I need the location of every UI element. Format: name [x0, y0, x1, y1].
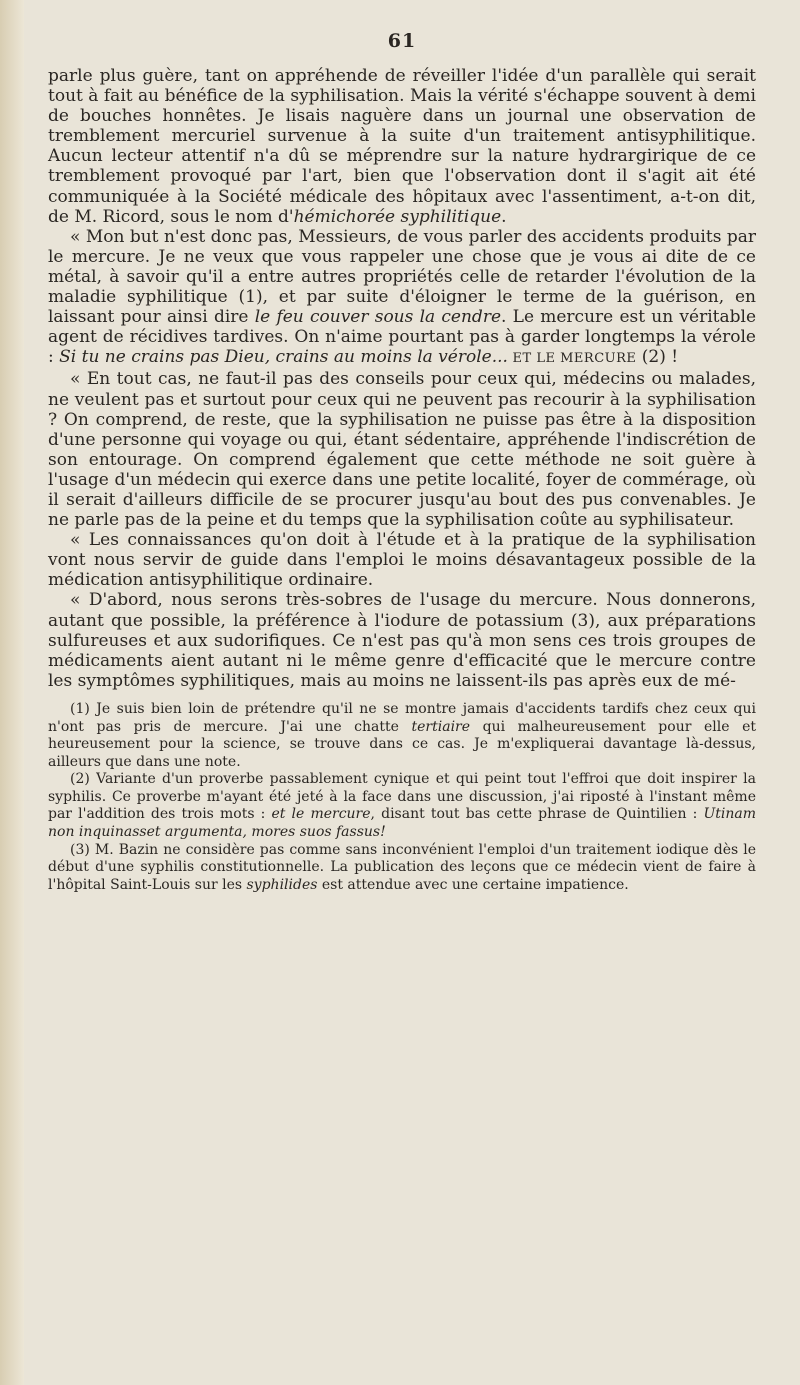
footnote-ref: (2) ! [636, 347, 679, 368]
footnotes [48, 701, 756, 895]
italic-term: tertiaire [411, 718, 471, 735]
footnote-1 [48, 701, 756, 771]
text-run: est attendue avec une certaine impatience. [317, 876, 629, 893]
text-run: . Le mercure est un véritable agent de récidives tardives. On n'aime pourtant pas à garder longtemps la vérole : [48, 307, 757, 368]
footnote-2 [48, 771, 756, 841]
italic-term: hémichorée syphilitique [293, 206, 502, 227]
book-page [48, 30, 756, 894]
page-number: 61 [387, 30, 417, 52]
text-run: qui malheureusement pour elle et heureusement pour la science, se trouve dans ce cas. Je m'expliquerai davantage là-dessus, ailleurs que dans une note. [48, 718, 757, 770]
paragraph [48, 66, 756, 227]
italic-proverb: Si tu ne crains pas Dieu, crains au moins la vérole... [59, 347, 508, 368]
main-text [48, 66, 756, 691]
book-spine-shadow [0, 0, 24, 1385]
italic-term: et le mercure [271, 806, 371, 823]
text-run: . [501, 206, 507, 227]
footnote-3 [48, 842, 756, 895]
paragraph: « D'abord, nous serons très-sobres de l'usage du mercure. Nous donnerons, autant que possible, la préférence à l'iodure de potassium (3), aux préparations sulfureuses et aux sudorifiques. Ce n'est pas qu'à mon sens ces trois groupes de médicaments aient autant ni le même genre d'efficacité que le mercure contre les symptômes syphilitiques, mais au moins ne laissent-ils pas après eux de mé- [48, 590, 756, 691]
text-run: « Mon but n'est donc pas, Messieurs, de vous parler des accidents produits par le mercure. Je ne veux que vous rappeler une chose que je vous ai dite de ce métal, à savoir qu'il a entre autres propriétés celle de retarder l'évolution de la maladie syphilitique (1), et par suite d'éloigner le terme de la guérison, en laissant pour ainsi dire [48, 226, 756, 328]
text-run: (2) Variante d'un proverbe passablement cynique et qui peint tout l'effroi que doit inspirer la syphilis. Ce proverbe m'ayant été jeté à la face dans une discussion, j'ai riposté à l'instant même par l'addition des trois mots : [48, 771, 756, 823]
paragraph [48, 227, 756, 370]
italic-term: syphilides [246, 876, 318, 893]
paragraph: « Les connaissances qu'on doit à l'étude et à la pratique de la syphilisation vont nous servir de guide dans l'emploi le moins désavantageux possible de la médication antisyphilitique ordinaire. [48, 530, 756, 591]
separator [48, 691, 756, 701]
text-run: (1) Je suis bien loin de prétendre qu'il ne se montre jamais d'accidents tardifs chez ceux qui n'ont pas pris de mercure. J'ai une chatte [48, 700, 756, 735]
text-run: (3) M. Bazin ne considère pas comme sans inconvénient l'emploi d'un traitement iodique dès le début d'une syphilis constitutionnelle. La publication des leçons que ce médecin vient de faire à l'hôpital Saint-Louis sur les [48, 841, 756, 893]
text-run: parle plus guère, tant on appréhende de réveiller l'idée d'un parallèle qui serait tout à fait au bénéfice de la syphilisation. Mais la vérité s'échappe souvent à demi de bouches honnêtes. Je lisais naguère dans un journal une observation de tremblement mercuriel survenue à la suite d'un traitement antisyphilitique. Aucun lecteur attentif n'a dû se méprendre sur la nature hydrargirique de ce tremblement provoqué par l'art, bien que l'observation dont il s'agit ait été communiquée à la Société médicale des hôpitaux avec l'assentiment, a-t-on dit, de M. Ricord, sous le nom d' [48, 66, 756, 227]
small-caps-text: ET LE MERCURE [507, 351, 637, 367]
text-run: , disant tout bas cette phrase de Quintilien : [370, 806, 704, 823]
latin-quote: Utinam non inquinasset argumenta, mores suos fassus! [48, 806, 756, 841]
italic-phrase: le feu couver sous la cendre [254, 307, 502, 328]
paragraph: « En tout cas, ne faut-il pas des conseils pour ceux qui, médecins ou malades, ne veulent pas et surtout pour ceux qui ne peuvent pas recourir à la syphilisation ? On comprend, de reste, que la syphilisation ne puisse pas être à la disposition d'une personne qui voyage ou qui, étant sédentaire, appréhende l'indiscrétion de son entourage. On comprend également que cette méthode ne soit guère à l'usage d'un médecin qui exerce dans une petite localité, foyer de commérage, où il serait d'ailleurs difficile de se procurer jusqu'au bout des pus convenables. Je ne parle pas de la peine et du temps que la syphilisation coûte au syphilisateur. [48, 369, 756, 531]
